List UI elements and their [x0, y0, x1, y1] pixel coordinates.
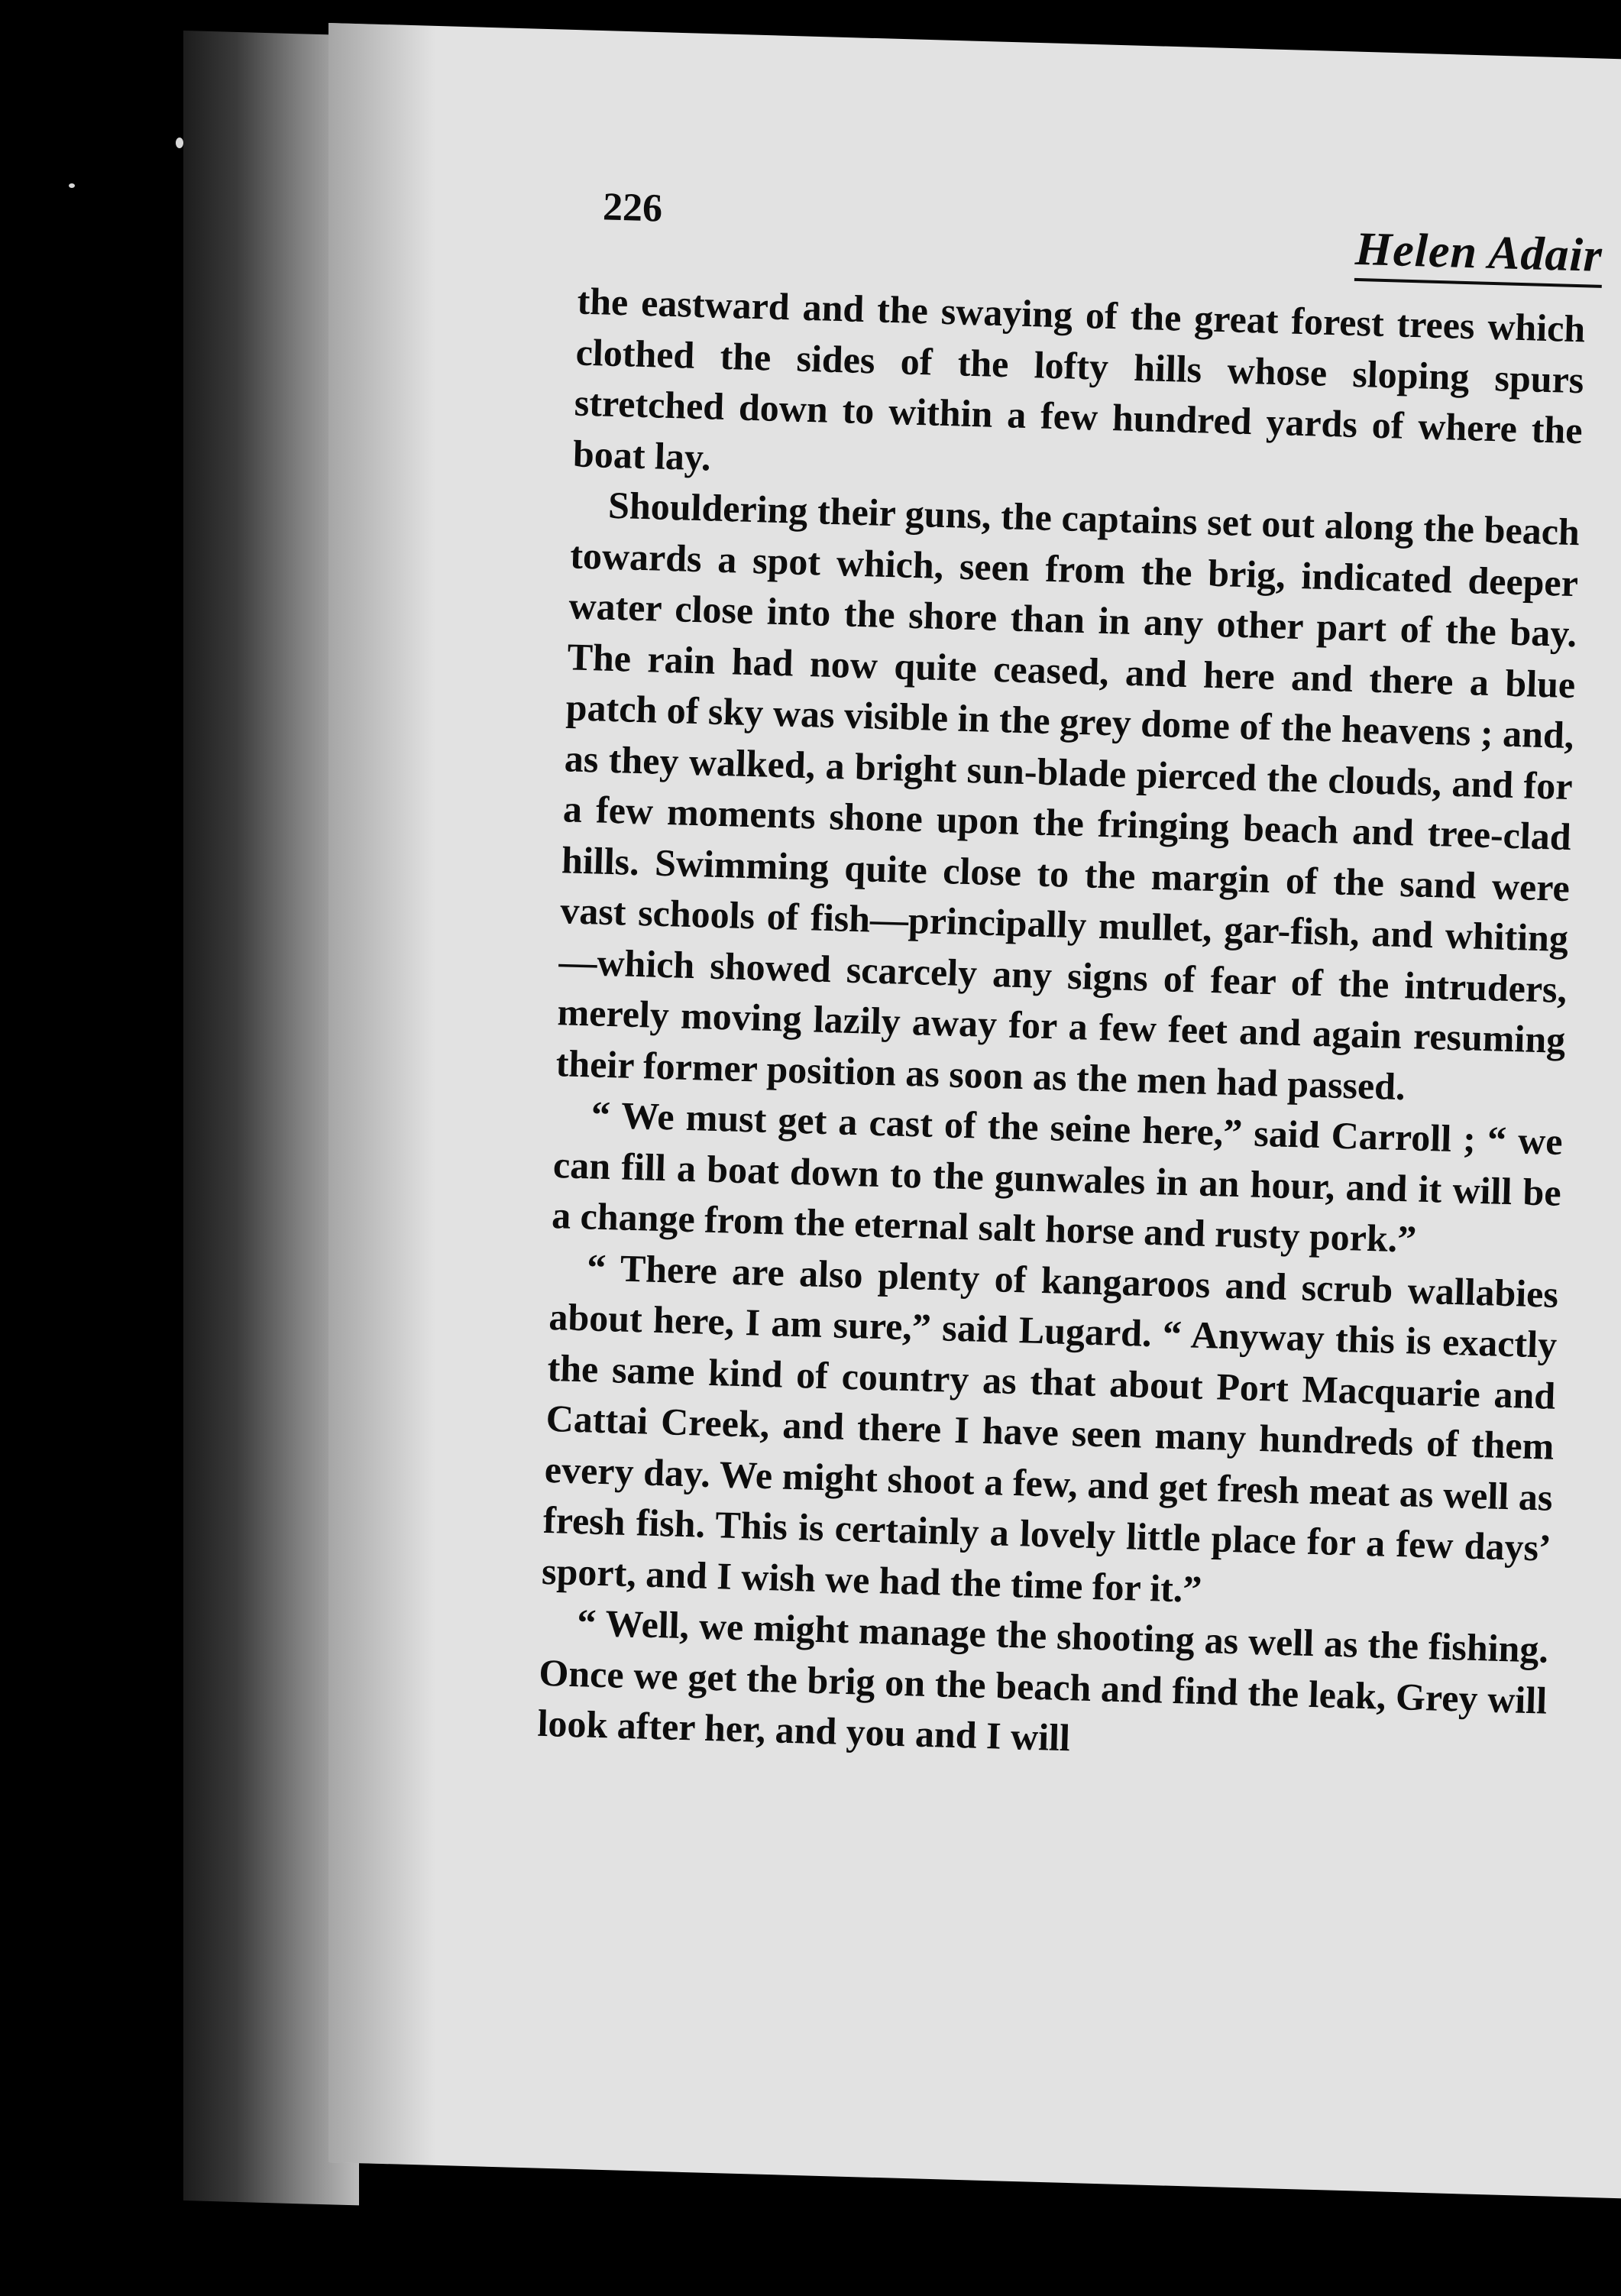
paragraph-lugard-dialogue: “ There are also plenty of kangaroos and scrub wallabies about here, I am sure,” said Lugard. “ Anyway this is exactly the same kind of country as that about Port Macquarie and Cattai Creek, and there I have seen many hundreds of them every day. We might shoot a few, and get fresh meat as well as fresh fish. This is certainly a lovely little place for a few days’ sport, and I wish we had the time for it.” [541, 1245, 1559, 1611]
running-head-title: Helen Adair [1354, 222, 1603, 288]
paragraph-continuation: the eastward and the swaying of the great forest trees which clothed the sides of the lofty hills whose sloping spurs stretched down to within a few hundred yards of where the boat lay. [572, 279, 1586, 478]
page-edge-shadow [328, 23, 435, 2165]
page-number: 226 [602, 185, 663, 231]
paragraph-carroll-dialogue: “ We must get a cast of the seine here,” said Carroll ; “ we can fill a boat down to the gunwales in an hour, and it will be a change from the eternal salt horse and rusty pork.” [551, 1093, 1564, 1261]
paragraph-closing-dialogue: “ Well, we might manage the shooting as well as the fishing. Once we get the brig on the beach and find the leak, Grey will look after her, and you and I will [536, 1601, 1549, 1760]
page-text-block [522, 183, 1604, 1777]
paragraph-shore-walk: Shouldering their guns, the captains set out along the beach towards a spot which, seen from the brig, indicated deeper water close into the shore than in any other part of the bay. The rain had now quite ceased, and here and there a blue patch of sky was visible in the grey dome of the heavens ; and, as they walked, a bright sun-blade pierced the clouds, and for a few moments shone upon the fringing beach and tree-clad hills. Swimming quite close to the margin of the sand were vast schools of fish—principally mullet, gar-fish, and whiting—which showed scarcely any signs of fear of the intruders, merely moving lazily away for a few feet and again resuming their former position as soon as the men had passed. [555, 483, 1581, 1108]
dust-speck [69, 183, 75, 188]
dust-speck [176, 138, 183, 148]
